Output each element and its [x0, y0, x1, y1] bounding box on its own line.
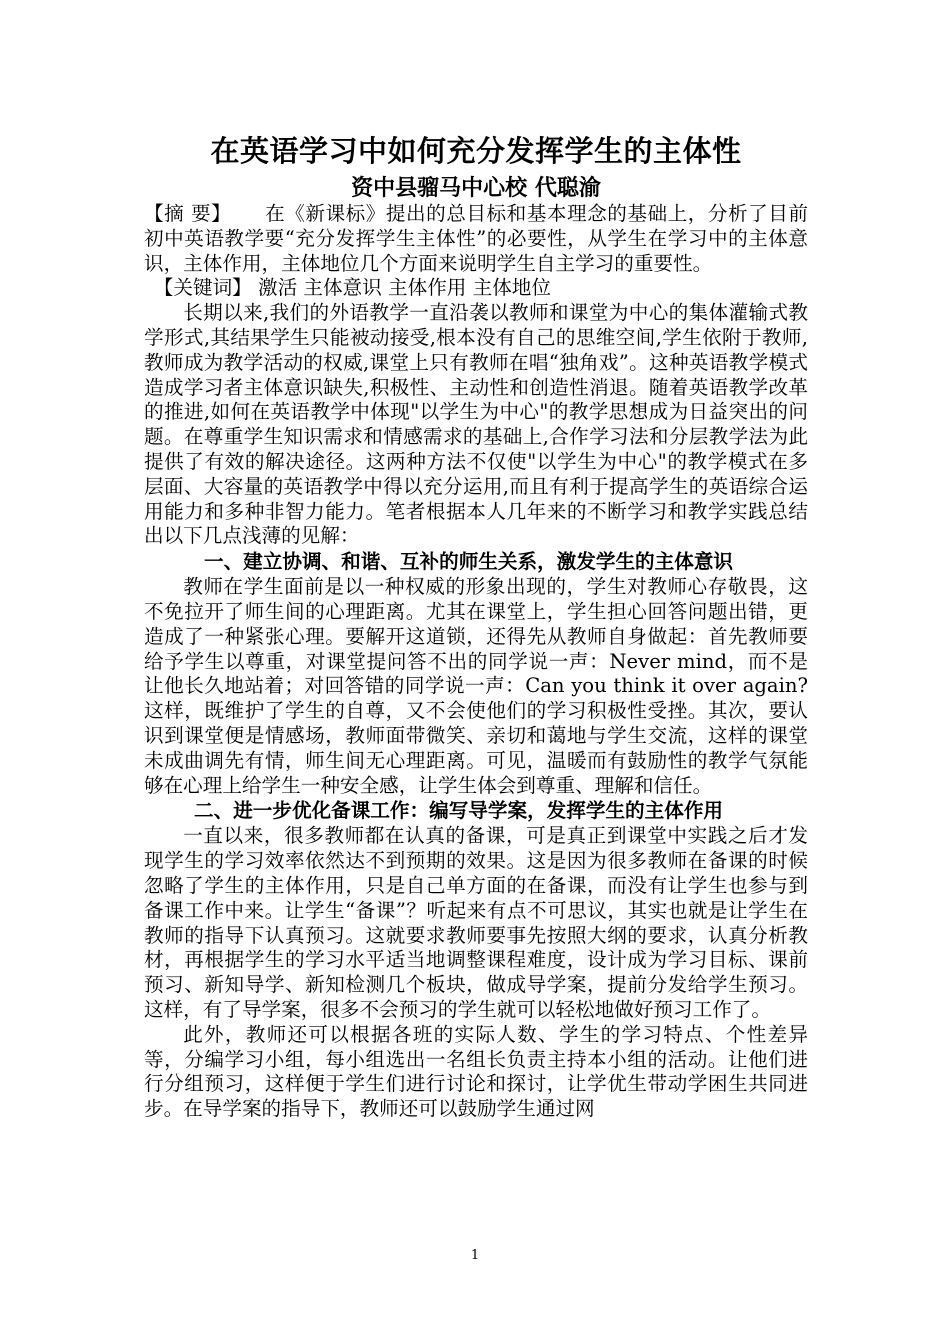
keywords-text: 激活 主体意识 主体作用 主体地位: [258, 276, 551, 300]
section-2-paragraph-1: 一直以来，很多教师都在认真的备课，可是真正到课堂中实践之后才发现学生的学习效率依然达不到预期的效果。这是因为很多教师在备课的时候忽略了学生的主体作用，只是自己单方面的在备课，而没有让学生也参与到备课工作中来。让学生“备课”？听起来有点不可思议，其实也就是让学生在教师的指导下认真预习。这就要求教师要事先按照大纲的要求，认真分析教材，再根据学生的学习水平适当地调整课程难度，设计成为学习目标、课前预习、新知导学、新知检测几个板块，做成导学案，提前分发给学生预习。这样，有了导学案，很多不会预习的学生就可以轻松地做好预习工作了。: [144, 824, 808, 1021]
document-page: [144, 128, 808, 1122]
section-2-heading: 二、进一步优化备课工作：编写导学案，发挥学生的主体作用: [194, 799, 724, 823]
section-1-heading: 一、建立协调、和谐、互补的师生关系，激发学生的主体意识: [204, 550, 734, 574]
section-1-paragraph: 教师在学生面前是以一种权威的形象出现的，学生对教师心存敬畏，这不免拉开了师生间的心理距离。尤其在课堂上，学生担心回答问题出错，更造成了一种紧张心理。要解开这道锁，还得先从教师自身做起：首先教师要给予学生以尊重，对课堂提问答不出的同学说一声：Never mind，而不是让他长久地站着；对回答错的同学说一声：Can you think it over again?这样，既维护了学生的自尊，又不会使他们的学习积极性受挫。其次，要认识到课堂便是情感场，教师面带微笑、亲切和蔼地与学生交流，这样的课堂未成曲调先有情，师生间无心理距离。可见，温暖而有鼓励性的教学气氛能够在心理上给学生一种安全感，让学生体会到尊重、理解和信任。: [144, 575, 808, 797]
keywords-paragraph: [144, 276, 808, 301]
intro-paragraph: 长期以来,我们的外语教学一直沿袭以教师和课堂为中心的集体灌输式教学形式,其结果学生只能被动接受,根本没有自己的思维空间,学生依附于教师,教师成为教学活动的权威,课堂上只有教师在唱“独角戏”。这种英语教学模式造成学习者主体意识缺失,积极性、主动性和创造性消退。随着英语教学改革的推进,如何在英语教学中体现"以学生为中心"的教学思想成为日益突出的问题。在尊重学生知识需求和情感需求的基础上,合作学习法和分层教学法为此提供了有效的解决途径。这两种方法不仅使"以学生为中心"的教学模式在多层面、大容量的英语教学中得以充分运用,而且有利于提高学生的英语综合运用能力和多种非智力能力。笔者根据本人几年来的不断学习和教学实践总结出以下几点浅薄的见解：: [144, 301, 808, 548]
page-number: 1: [470, 1248, 480, 1263]
abstract-text: 在《新课标》提出的总目标和基本理念的基础上，分析了目前初中英语教学要“充分发挥学生主体性”的必要性，从学生在学习中的主体意识，主体作用，主体地位几个方面来说明学生自主学习的重要性。: [144, 202, 808, 275]
section-2-paragraph-2: 此外，教师还可以根据各班的实际人数、学生的学习特点、个性差异等，分编学习小组，每小组选出一名组长负责主持本小组的活动。让他们进行分组预习，这样便于学生们进行讨论和探讨，让学优生带动学困生共同进步。在导学案的指导下，教师还可以鼓励学生通过网: [144, 1022, 808, 1121]
abstract-label: 【摘 要】: [144, 202, 232, 225]
abstract-paragraph: [144, 202, 808, 276]
document-title: 在英语学习中如何充分发挥学生的主体性: [210, 134, 742, 168]
keywords-label: 【关键词】: [153, 276, 252, 300]
document-author: 资中县骝马中心校 代聪渝: [351, 175, 601, 201]
